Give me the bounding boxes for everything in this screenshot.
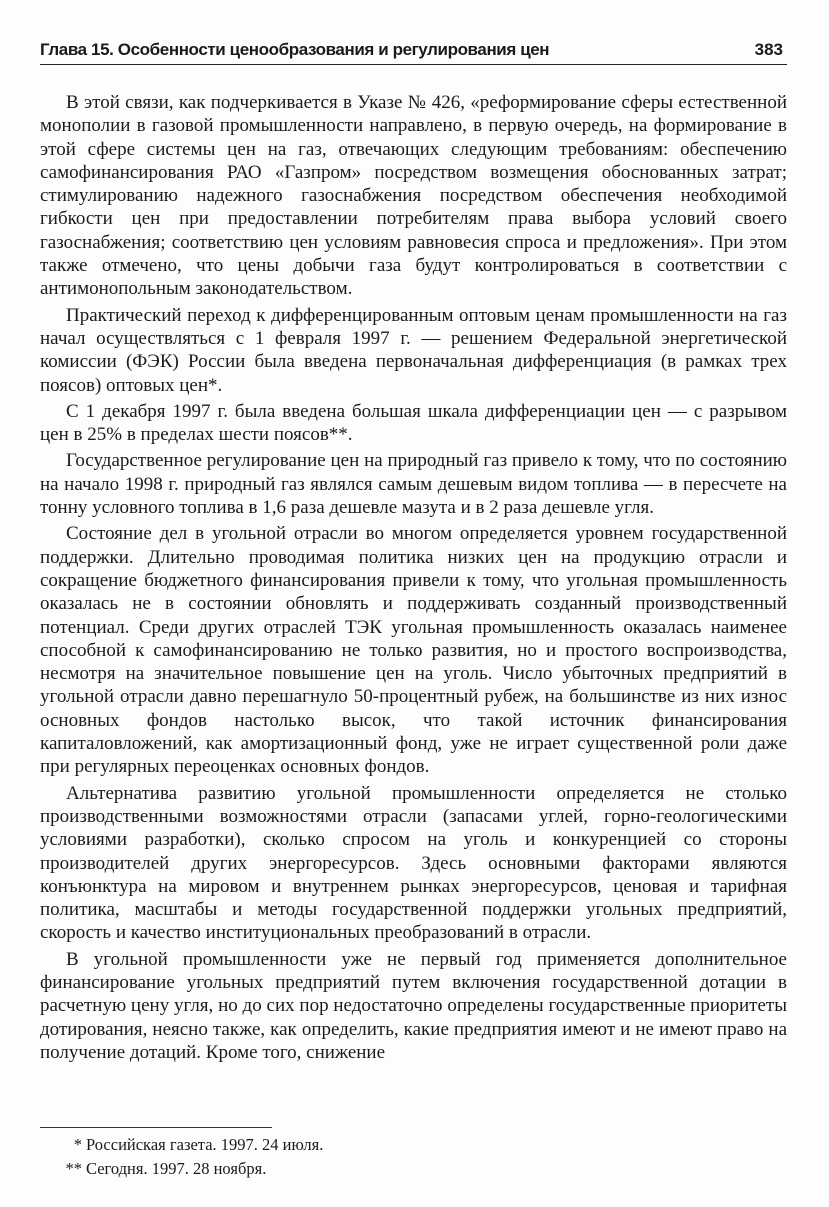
page-number: 383	[754, 40, 783, 59]
paragraph: Альтернатива развитию угольной промышленности определяется не столько производственными возможностями отрасли (запасами углей, горно-геологическими условиями разработки), сколько спросом на уголь и конкуренцией со стороны производителей других энергоресурсов. Здесь основными факторами являются конъюнктура на мировом и внутреннем рынках энергоресурсов, ценовая и тарифная политика, масштабы и методы государственной поддержки угольных предприятий, скорость и качество институциональных преобразований в отрасли.	[40, 782, 787, 944]
paragraph: С 1 декабря 1997 г. была введена большая шкала дифференциации цен — с разрывом цен в 25% в пределах шести поясов**.	[40, 400, 787, 446]
footnote-mark: **	[65, 1159, 82, 1178]
footnotes	[62, 1133, 762, 1181]
body-text	[40, 91, 787, 1067]
running-head	[40, 38, 787, 65]
paragraph: В угольной промышленности уже не первый год применяется дополнительное финансирование угольных предприятий путем включения государственной дотации в расчетную цену угля, но до сих пор недостаточно определены государственные приоритеты дотирования, неясно также, как определить, какие предприятия имеют и не имеют право на получение дотаций. Кроме того, снижение	[40, 948, 787, 1063]
footnote-divider	[40, 1127, 272, 1128]
paragraph: Состояние дел в угольной отрасли во многом определяется уровнем государственной поддержки. Длительно проводимая политика низких цен на продукцию отрасли и сокращение бюджетного финансирования привели к тому, что угольная промышленность оказалась не в состоянии обновлять и поддерживать созданный производственный потенциал. Среди других отраслей ТЭК угольная промышленность оказалась наименее способной к самофинансированию не только развития, но и простого воспроизводства, несмотря на значительное повышение цен на уголь. Число убыточных предприятий в угольной отрасли давно перешагнуло 50-процентный рубеж, на большинстве из них износ основных фондов настолько высок, что такой источник финансирования капиталовложений, как амортизационный фонд, уже не играет существенной роли даже при регулярных переоценках основных фондов.	[40, 523, 787, 778]
footnote	[62, 1133, 762, 1157]
paragraph: Практический переход к дифференцированным оптовым ценам промышленности на газ начал осуществляться с 1 февраля 1997 г. — решением Федеральной энергетической комиссии (ФЭК) России была введена первоначальная дифференциация (в рамках трех поясов) оптовых цен*.	[40, 304, 787, 396]
paragraph: В этой связи, как подчеркивается в Указе № 426, «реформирование сферы естественной монополии в газовой промышленности направлено, в первую очередь, на формирование в этой сфере системы цен на газ, отвечающих следующим требованиям: обеспечению самофинансирования РАО «Газпром» посредством возмещения обоснованных затрат; стимулированию надежного газоснабжения посредством обеспечения необходимой гибкости цен при предоставлении потребителям права выбора условий своего газоснабжения; соответствию цен условиям равновесия спроса и предложения». При этом также отмечено, что цены добычи газа будут контролироваться в соответствии с антимонопольным законодательством.	[40, 92, 787, 300]
paragraph: Государственное регулирование цен на природный газ привело к тому, что по состоянию на начало 1998 г. природный газ являлся самым дешевым видом топлива — в пересчете на тонну условного топлива в 1,6 раза дешевле мазута и в 2 раза дешевле угля.	[40, 450, 787, 519]
footnote-text: Сегодня. 1997. 28 ноября.	[86, 1159, 267, 1178]
chapter-title: Глава 15. Особенности ценообразования и регулирования цен	[40, 40, 550, 59]
footnote-text: Российская газета. 1997. 24 июля.	[86, 1135, 324, 1154]
footnote-mark: *	[73, 1135, 82, 1154]
footnote	[62, 1157, 762, 1181]
